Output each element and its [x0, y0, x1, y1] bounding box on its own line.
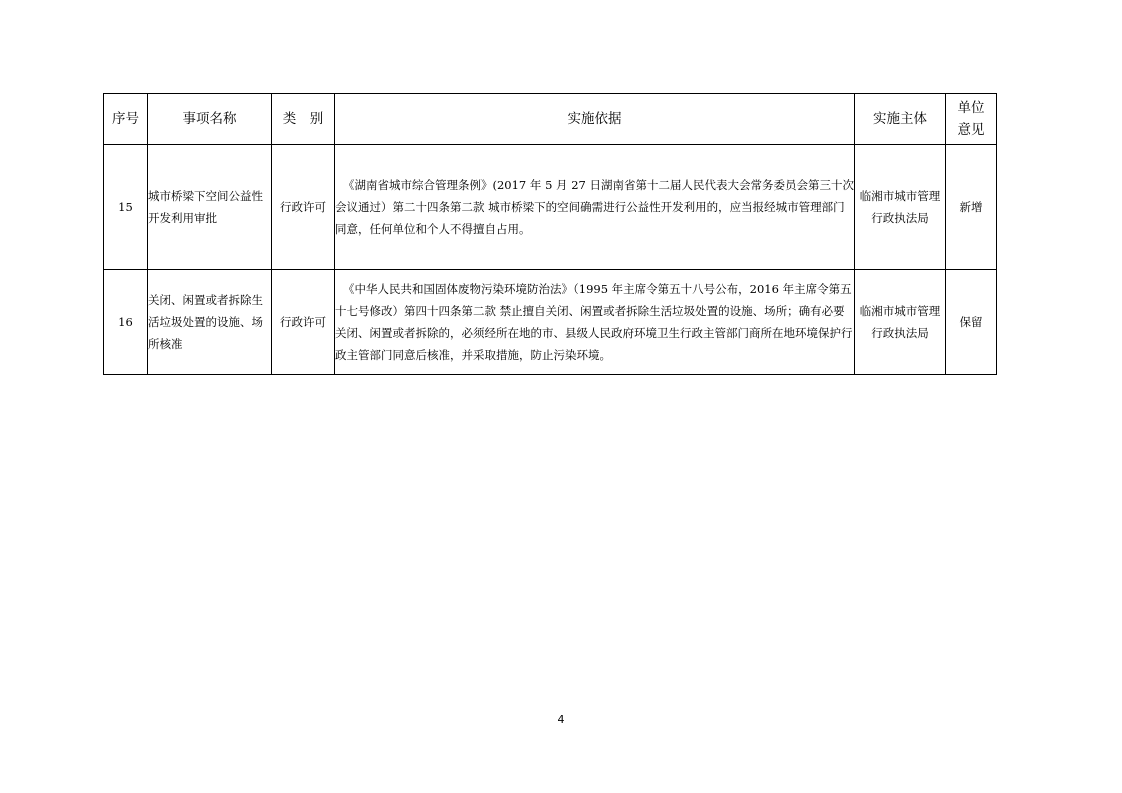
- row-seq: 16: [104, 270, 148, 375]
- matters-table: [103, 93, 997, 375]
- header-opinion-line1: 单位: [957, 100, 985, 116]
- row-item-name: 关闭、闲置或者拆除生活垃圾处置的设施、场所核准: [148, 270, 272, 375]
- header-opinion: [946, 94, 997, 145]
- header-item-name: 事项名称: [148, 94, 272, 145]
- header-basis: 实施依据: [335, 94, 855, 145]
- row-opinion: 保留: [946, 270, 997, 375]
- row-authority: 临湘市城市管理行政执法局: [855, 145, 946, 270]
- header-authority: 实施主体: [855, 94, 946, 145]
- row-basis: [335, 145, 855, 270]
- row-category: 行政许可: [272, 145, 335, 270]
- row-opinion: 新增: [946, 145, 997, 270]
- header-category: 类 别: [272, 94, 335, 145]
- header-seq: 序号: [104, 94, 148, 145]
- row-seq: 15: [104, 145, 148, 270]
- row-item-name: 城市桥梁下空间公益性开发利用审批: [148, 145, 272, 270]
- row-basis-text: 《湖南省城市综合管理条例》(2017 年 5 月 27 日湖南省第十二届人民代表大会常务委员会第三十次会议通过）第二十四条第二款 城市桥梁下的空间确需进行公益性开发利用的，应当报经城市管理部门同意，任何单位和个人不得擅自占用。: [335, 178, 854, 236]
- header-opinion-line2: 意见: [957, 122, 985, 138]
- row-category: 行政许可: [272, 270, 335, 375]
- row-basis: [335, 270, 855, 375]
- table-row: [104, 145, 997, 270]
- table-header-row: [104, 94, 997, 145]
- table-row: [104, 270, 997, 375]
- row-authority: 临湘市城市管理行政执法局: [855, 270, 946, 375]
- page-number: 4: [557, 713, 565, 726]
- row-basis-text: 《中华人民共和国固体废物污染环境防治法》（1995 年主席令第五十八号公布，2016 年主席令第五十七号修改）第四十四条第二款 禁止擅自关闭、闲置或者拆除生活垃圾处置的设施、场所；确有必要关闭、闲置或者拆除的，必须经所在地的市、县级人民政府环境卫生行政主管部门商所在地环境保护行政主管部门同意后核准，并采取措施，防止污染环境。: [335, 282, 853, 362]
